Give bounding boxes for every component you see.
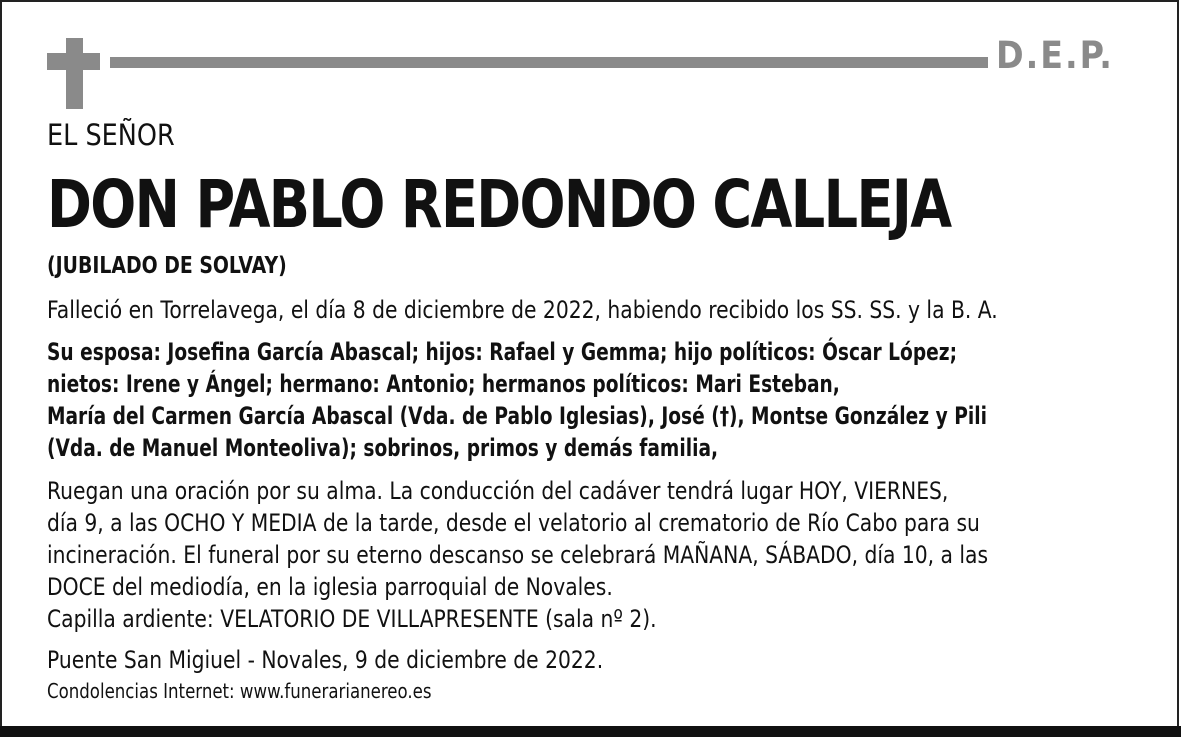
service-line: Capilla ardiente: VELATORIO DE VILLAPRESENTE (sala nº 2).: [47, 605, 657, 633]
honorific: EL SEÑOR: [47, 118, 175, 152]
family-line: nietos: Irene y Ángel; hermano: Antonio; hermanos políticos: Mari Esteban,: [47, 370, 840, 398]
service-line: día 9, a las OCHO Y MEDIA de la tarde, desde el velatorio al crematorio de Río Cabo para su: [47, 509, 980, 537]
deceased-title: (JUBILADO DE SOLVAY): [47, 253, 287, 279]
dep-label: D.E.P.: [996, 34, 1114, 77]
service-details: [47, 475, 988, 635]
header-rule: [110, 57, 988, 68]
service-line: incineración. El funeral por su eterno descanso se celebrará MAÑANA, SÁBADO, día 10, a las: [47, 541, 989, 569]
family-line: (Vda. de Manuel Monteoliva); sobrinos, primos y demás familia,: [47, 434, 719, 462]
bottom-border: [0, 726, 1181, 737]
family-list: [47, 336, 987, 464]
death-notice: Falleció en Torrelavega, el día 8 de diciembre de 2022, habiendo recibido los SS. SS. y la B. A.: [47, 296, 998, 324]
cross-icon-arm: [47, 53, 100, 70]
service-line: Ruegan una oración por su alma. La conducción del cadáver tendrá lugar HOY, VIERNES,: [47, 477, 949, 505]
cross-icon: [66, 38, 83, 109]
deceased-name: DON PABLO REDONDO CALLEJA: [47, 166, 951, 243]
place-date: Puente San Migiuel - Novales, 9 de diciembre de 2022.: [47, 646, 604, 674]
service-line: DOCE del mediodía, en la iglesia parroquial de Novales.: [47, 573, 613, 601]
family-line: Su esposa: Josefina García Abascal; hijos: Rafael y Gemma; hijo políticos: Óscar López;: [47, 338, 958, 366]
family-line: María del Carmen García Abascal (Vda. de Pablo Iglesias), José (†), Montse González y Pili: [47, 402, 987, 430]
condolences-link[interactable]: Condolencias Internet: www.funerarianereo.es: [47, 679, 432, 703]
